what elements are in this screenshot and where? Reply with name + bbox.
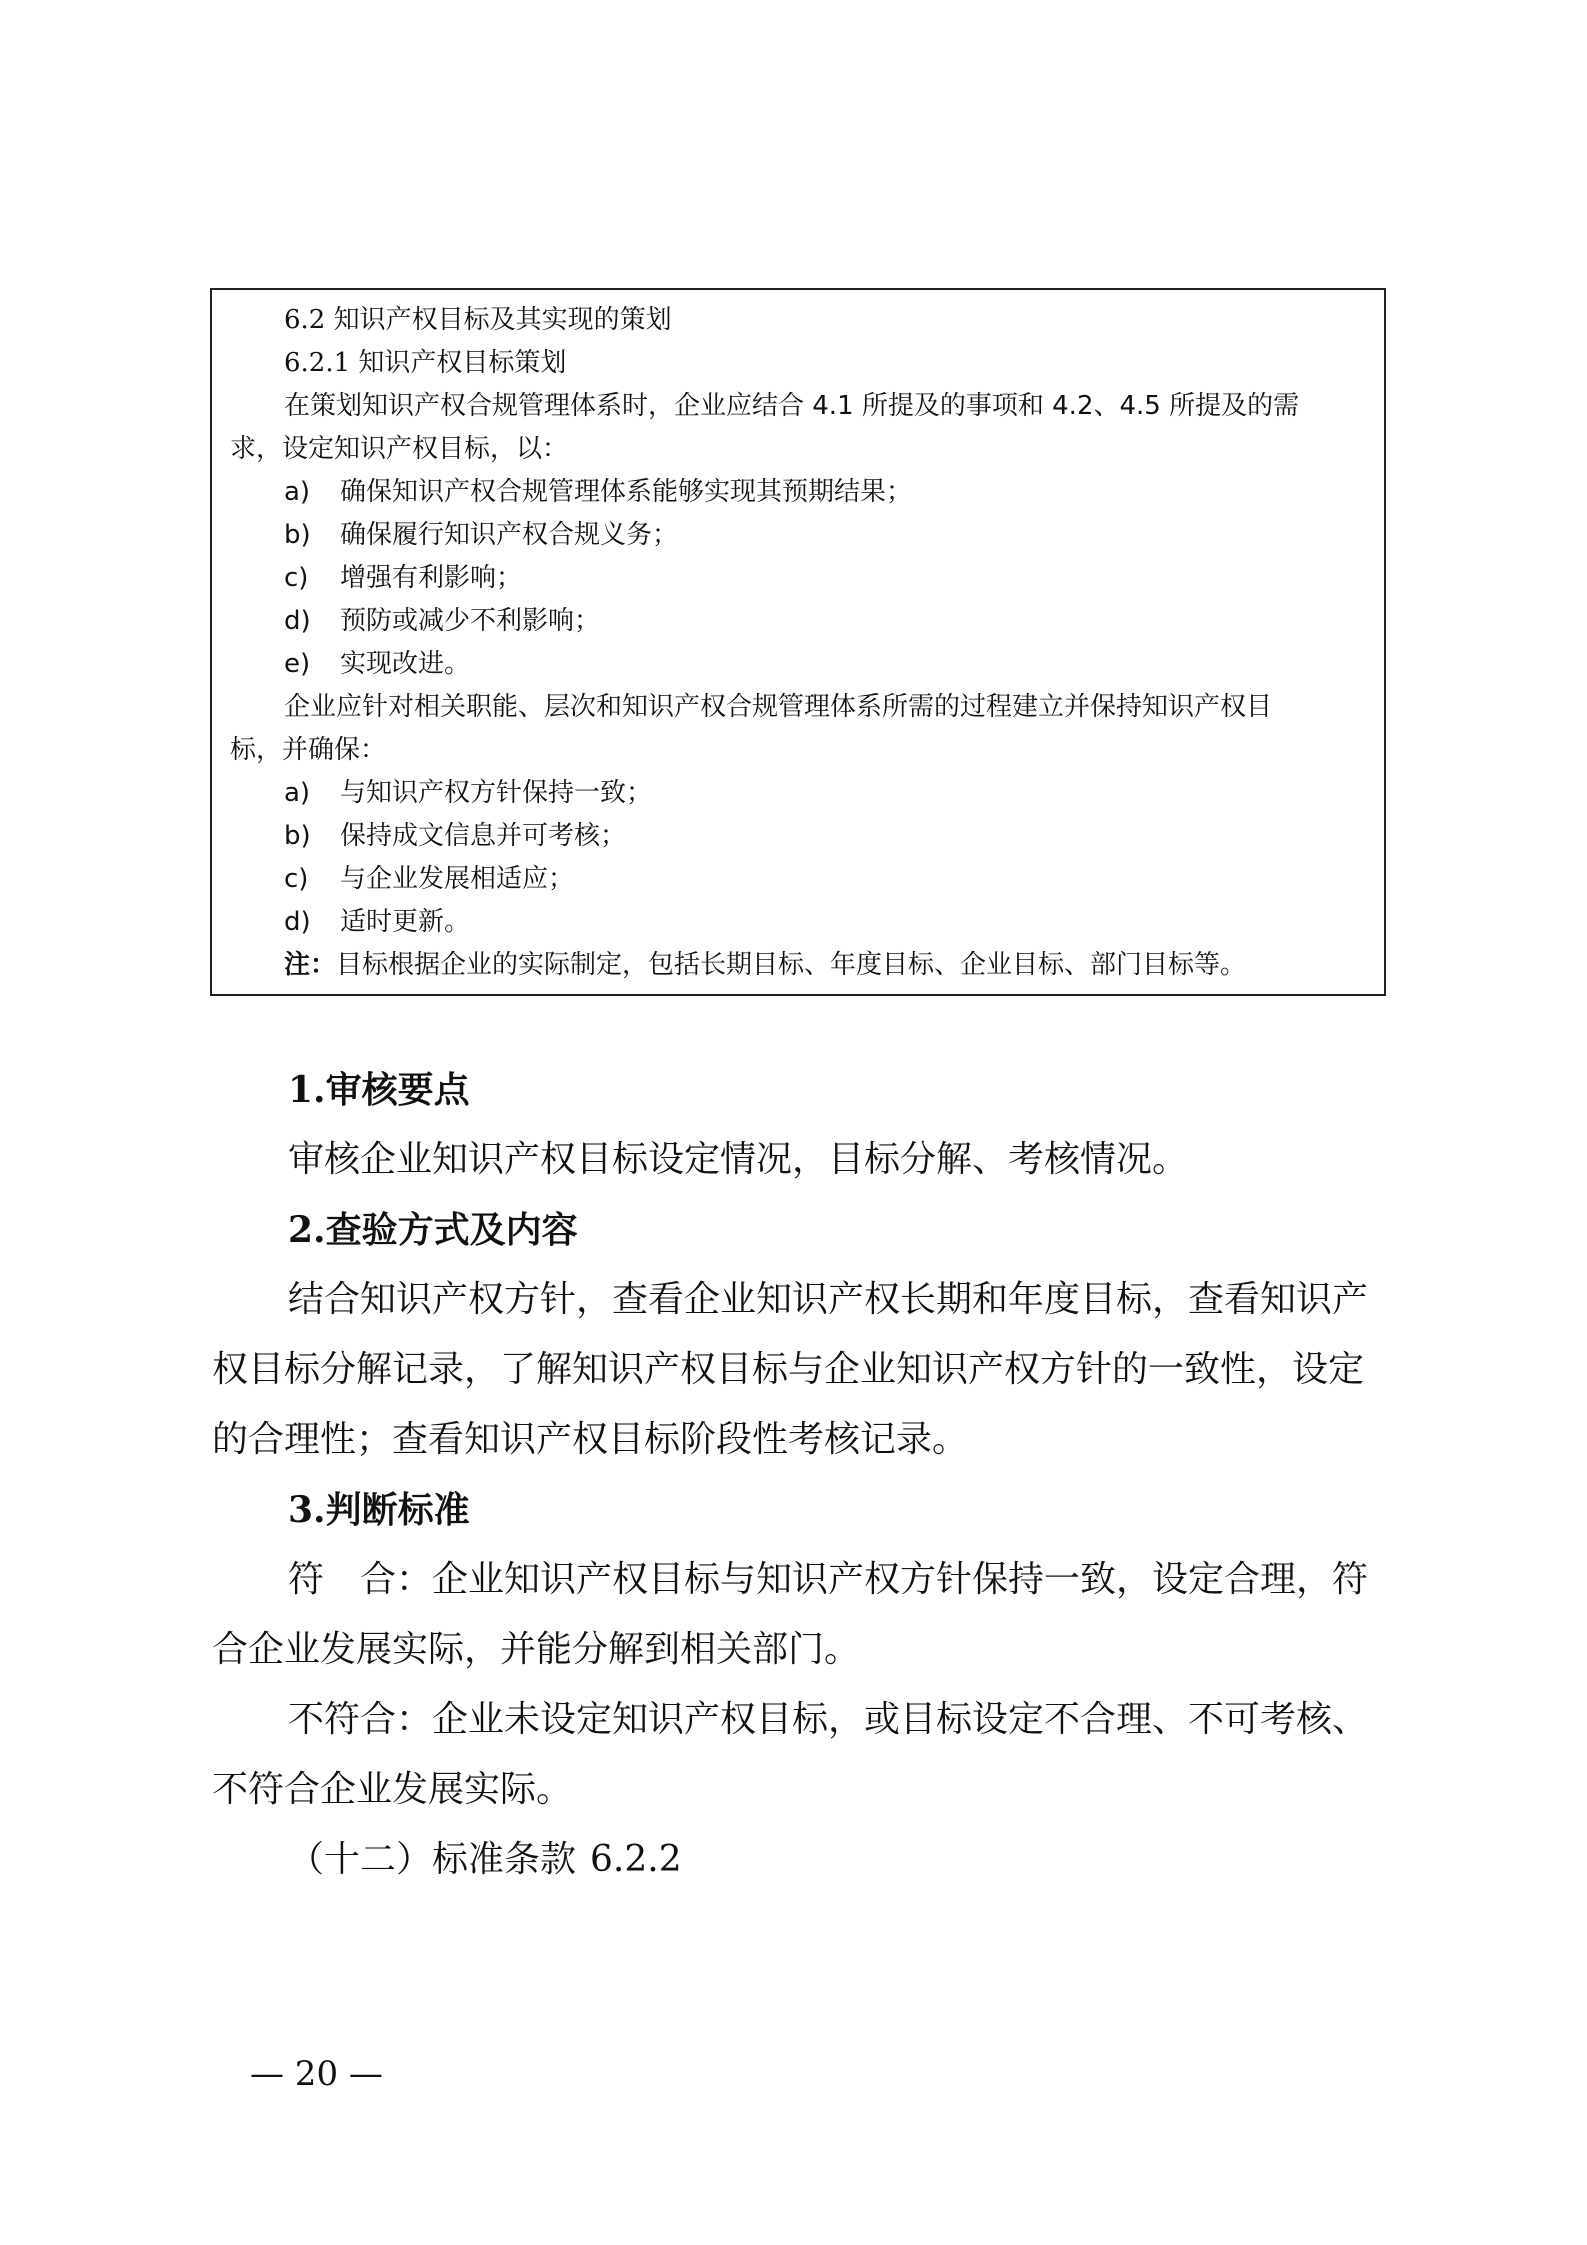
list-text: 增强有利影响； (340, 563, 523, 593)
list-text: 适时更新。 (340, 907, 471, 937)
verification-line-2: 权目标分解记录，了解知识产权目标与企业知识产权方针的一致性，设定 (212, 1349, 1365, 1390)
section-title: 6.2 知识产权目标及其实现的策划 (284, 305, 672, 335)
intro-line-2: 求，设定知识产权目标，以： (230, 434, 569, 464)
conform-line-2: 合企业发展实际，并能分解到相关部门。 (212, 1629, 861, 1670)
heading-title: 查验方式及内容 (325, 1210, 578, 1251)
heading-number: 2. (288, 1209, 326, 1251)
note (284, 948, 1246, 982)
list-text: 预防或减少不利影响； (340, 606, 601, 636)
list-text: 实现改进。 (340, 649, 471, 679)
nonconform-line-1 (288, 1696, 1368, 1744)
list-text: 确保知识产权合规管理体系能够实现其预期结果； (340, 477, 913, 507)
list2-item (284, 862, 574, 896)
clause-code: 6.2.2 (590, 1839, 682, 1880)
nonconform-label: 不符合： (288, 1699, 433, 1740)
verification-heading (288, 1206, 578, 1255)
list-label: e) (284, 649, 311, 679)
list-label: c) (284, 864, 309, 894)
list1-item (284, 475, 912, 509)
intro-line-1: 在策划知识产权合规管理体系时，企业应结合 4.1 所提及的事项和 4.2、4.5 所提及的需 (284, 391, 1300, 421)
audit-points-heading (288, 1066, 470, 1115)
list-text: 与知识产权方针保持一致； (340, 778, 653, 808)
verification-line-1: 结合知识产权方针，查看企业知识产权长期和年度目标，查看知识产 (288, 1279, 1369, 1320)
nonconform-text: 企业未设定知识产权目标，或目标设定不合理、不可考核、 (432, 1699, 1369, 1740)
list-text: 保持成文信息并可考核； (340, 821, 627, 851)
criteria-heading (288, 1486, 470, 1535)
nonconform-line-2: 不符合企业发展实际。 (212, 1769, 573, 1810)
list2-item (284, 905, 470, 939)
para2-line-2: 标，并确保： (230, 735, 387, 765)
list1-item (284, 561, 522, 595)
next-clause-heading (288, 1836, 682, 1884)
heading-title: 审核要点 (325, 1070, 470, 1111)
list-label: b) (284, 821, 311, 851)
clause-label: （十二）标准条款 (288, 1839, 577, 1880)
para2-line-1: 企业应针对相关职能、层次和知识产权合规管理体系所需的过程建立并保持知识产权目 (284, 692, 1273, 722)
list-label: a) (284, 778, 311, 808)
list-label: b) (284, 520, 311, 550)
list1-item (284, 647, 470, 681)
page-number: — 20 — (250, 2054, 383, 2094)
note-text: 目标根据企业的实际制定，包括长期目标、年度目标、企业目标、部门目标等。 (336, 950, 1247, 980)
list-label: d) (284, 907, 311, 937)
list-label: c) (284, 563, 309, 593)
heading-number: 3. (288, 1489, 326, 1531)
list-label: a) (284, 477, 311, 507)
verification-line-3: 的合理性；查看知识产权目标阶段性考核记录。 (212, 1419, 969, 1460)
list2-item (284, 776, 652, 810)
heading-number: 1. (288, 1069, 326, 1111)
list1-item (284, 604, 600, 638)
list1-item (284, 518, 678, 552)
list-text: 与企业发展相适应； (340, 864, 575, 894)
subsection-title: 6.2.1 知识产权目标策划 (284, 348, 567, 378)
conform-line-1 (288, 1556, 1368, 1604)
heading-title: 判断标准 (325, 1490, 470, 1531)
audit-points-text: 审核企业知识产权目标设定情况，目标分解、考核情况。 (288, 1139, 1189, 1180)
conform-label: 符 合： (288, 1559, 433, 1600)
note-label: 注： (284, 950, 337, 980)
list-text: 确保履行知识产权合规义务； (340, 520, 679, 550)
conform-text: 企业知识产权目标与知识产权方针保持一致，设定合理，符 (432, 1559, 1369, 1600)
list2-item (284, 819, 626, 853)
list-label: d) (284, 606, 311, 636)
